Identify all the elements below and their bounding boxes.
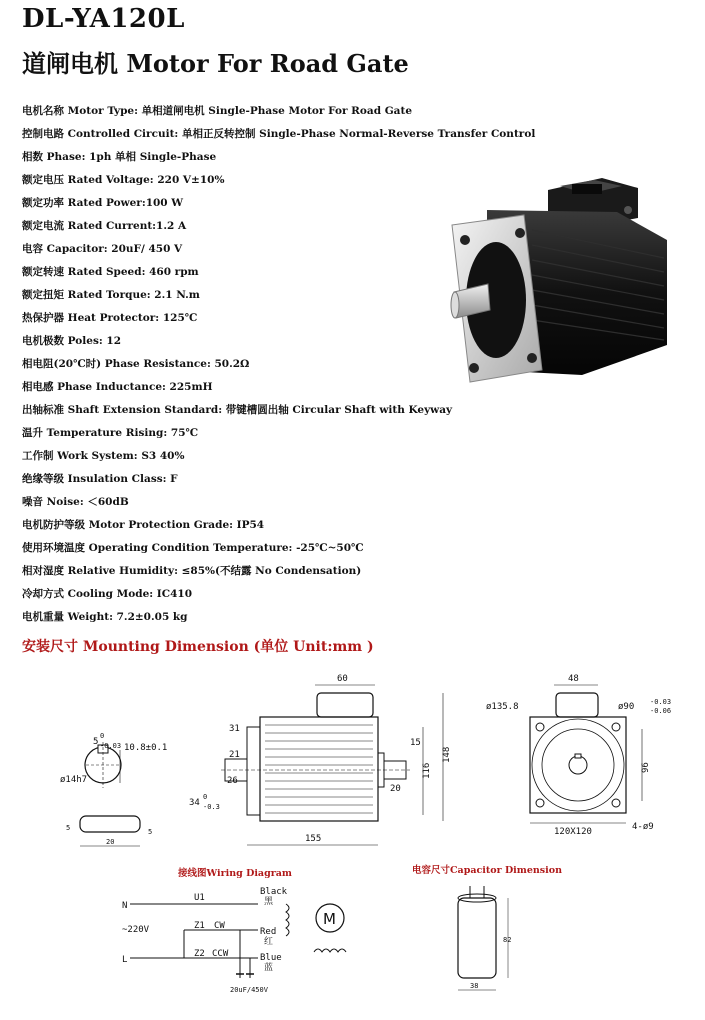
dim-15: 15 [410, 738, 421, 748]
key-w2-label: 5 [148, 828, 153, 836]
spec-item: 额定电压 Rated Voltage: 220 V±10% [22, 174, 225, 186]
terminal-z2: Z2 [194, 949, 205, 959]
spec-list [22, 100, 536, 629]
capacitor-rating: 20uF/450V [230, 986, 268, 994]
mounting-dimension-title: 安装尺寸 Mounting Dimension (单位 Unit:mm ) [22, 639, 374, 655]
terminal-z1: Z1 [194, 921, 205, 931]
spec-item: 额定扭矩 Rated Torque: 2.1 N.m [22, 289, 200, 301]
spec-item: 相对湿度 Relative Humidity: ≤85%(不结露 No Condensation) [22, 565, 362, 577]
dim-135-8: ø135.8 [486, 702, 519, 712]
dim-20: 20 [390, 784, 401, 794]
spec-item: 绝缘等级 Insulation Class: F [22, 473, 178, 485]
terminal-u1: U1 [194, 893, 205, 903]
spec-item: 电机名称 Motor Type: 单相道闸电机 Single-Phase Motor For Road Gate [22, 105, 413, 117]
motor-symbol: M [323, 910, 336, 928]
cw-label: CW [214, 921, 225, 931]
spec-item: 控制电路 Controlled Circuit: 单相正反转控制 Single-Phase Normal-Reverse Transfer Control [22, 128, 536, 140]
dim-34-tol-top: 0 [203, 793, 208, 801]
shaft-detail-drawing [58, 720, 178, 860]
spec-item: 使用环境温度 Operating Condition Temperature: -25℃~50℃ [22, 542, 364, 554]
spec-item: 冷却方式 Cooling Mode: IC410 [22, 588, 192, 600]
wiring-diagram-title: 接线图Wiring Diagram [178, 868, 292, 879]
model-title: DL-YA120L [22, 4, 185, 34]
ccw-label: CCW [212, 949, 229, 959]
capacitor-height: 82 [503, 936, 512, 944]
key-tol-top: 0 [100, 732, 105, 740]
dim-90-tol-bottom: -0.06 [650, 707, 672, 715]
wire-blue-cn: 蓝 [264, 963, 274, 973]
product-subtitle: 道闸电机 Motor For Road Gate [22, 49, 409, 78]
spec-item: 相数 Phase: 1ph 单相 Single-Phase [22, 151, 217, 163]
wiring-diagram [118, 882, 368, 1000]
wire-black: Black [260, 887, 288, 897]
wire-black-cn: 黑 [264, 897, 274, 907]
spec-item: 温升 Temperature Rising: 75℃ [22, 427, 199, 439]
shaft-diameter-label: ø14h7 [60, 775, 88, 785]
dim-26: 26 [227, 776, 238, 786]
key-width-label: 5 [93, 737, 99, 747]
wire-red: Red [260, 927, 277, 937]
spec-item: 电机极数 Poles: 12 [22, 335, 121, 347]
wire-blue: Blue [260, 953, 282, 963]
spec-item: 额定电流 Rated Current:1.2 A [22, 220, 187, 232]
dim-34: 34 [189, 798, 200, 808]
wire-N-label: N [122, 901, 128, 911]
side-view-drawing [185, 665, 455, 850]
spec-item: 电机重量 Weight: 7.2±0.05 kg [22, 611, 188, 623]
capacitor-dimension-title: 电容尺寸Capacitor Dimension [412, 865, 562, 876]
key-tol-bottom: -0.03 [100, 742, 122, 750]
spec-item: 电机防护等级 Motor Protection Grade: IP54 [22, 519, 265, 531]
spec-item: 额定功率 Rated Power:100 W [22, 197, 184, 209]
spec-item: 额定转速 Rated Speed: 460 rpm [22, 266, 199, 278]
capacitor-drawing [440, 880, 530, 1000]
dim-31: 31 [229, 724, 240, 734]
dim-120x120: 120X120 [554, 827, 592, 837]
dim-21: 21 [229, 750, 240, 760]
dim-front-48: 48 [568, 674, 579, 684]
dim-90: ø90 [618, 702, 635, 712]
spec-item: 电容 Capacitor: 20uF/ 450 V [22, 243, 183, 255]
dim-96: 96 [641, 762, 651, 773]
spec-item: 噪音 Noise: ＜60dB [22, 496, 129, 508]
key-w1-label: 5 [66, 824, 71, 832]
spec-item: 相电阻(20℃时) Phase Resistance: 50.2Ω [22, 358, 250, 370]
wire-red-cn: 红 [264, 937, 274, 947]
key-length-label: 20 [106, 838, 115, 846]
dim-holes: 4-ø9 [632, 822, 654, 832]
dim-116: 116 [422, 762, 432, 779]
front-view-drawing [482, 665, 692, 850]
dim-155: 155 [305, 834, 322, 844]
wire-L-label: L [122, 955, 128, 965]
spec-item: 工作制 Work System: S3 40% [22, 450, 185, 462]
spec-item: 相电感 Phase Inductance: 225mH [22, 381, 213, 393]
spec-item: 出轴标准 Shaft Extension Standard: 带键槽圆出轴 Circular Shaft with Keyway [22, 404, 453, 416]
keyway-depth-label: 10.8±0.1 [124, 743, 168, 753]
voltage-label: ~220V [122, 925, 150, 935]
capacitor-width: 38 [470, 982, 479, 990]
dim-148: 148 [442, 746, 452, 763]
motor-product-image [432, 170, 672, 400]
dim-34-tol-bottom: -0.3 [203, 803, 220, 811]
dim-90-tol-top: -0.03 [650, 698, 672, 706]
spec-item: 热保护器 Heat Protector: 125℃ [22, 312, 198, 324]
dim-top-60: 60 [337, 674, 348, 684]
